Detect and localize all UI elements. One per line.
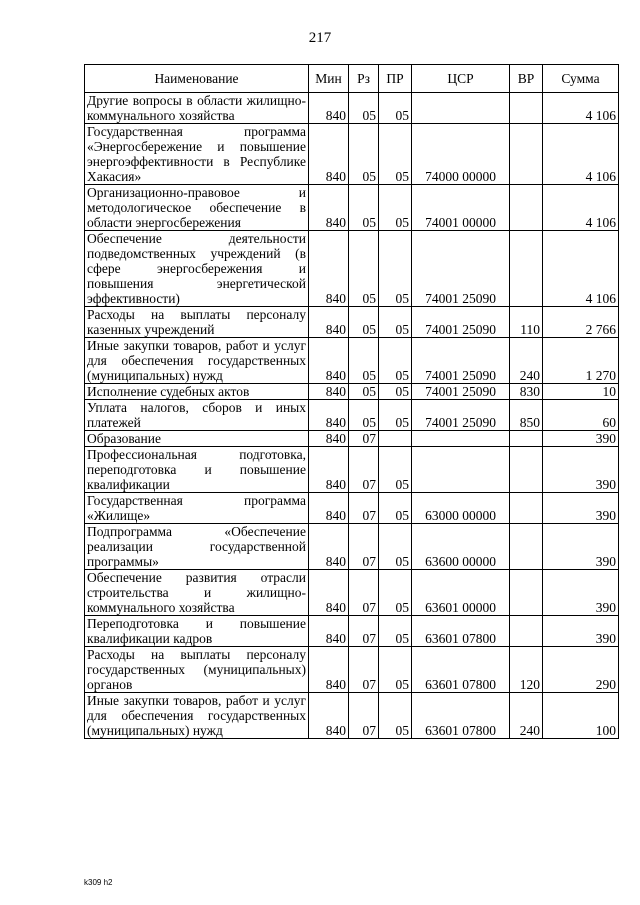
footer-code: k309 h2 [84,878,113,887]
cell-sum: 390 [543,447,619,493]
cell-name: Организационно-правовое и методологическое обеспечение в области энергосбережения [85,185,309,231]
table-body [85,93,619,739]
cell-name: Иные закупки товаров, работ и услуг для обеспечения государственных (муниципальных) нужд [85,338,309,384]
cell-name: Государственная программа «Жилище» [85,493,309,524]
cell-sum: 4 106 [543,93,619,124]
cell-pr: 05 [379,93,412,124]
cell-sum: 390 [543,524,619,570]
cell-pr: 05 [379,693,412,739]
cell-csr: 74001 25090 [412,384,510,400]
cell-vr: 110 [510,307,543,338]
cell-rz: 07 [349,431,379,447]
cell-min: 840 [309,185,349,231]
cell-vr [510,570,543,616]
cell-sum: 2 766 [543,307,619,338]
cell-pr: 05 [379,647,412,693]
table-row [85,93,619,124]
cell-min: 840 [309,124,349,185]
cell-vr [510,124,543,185]
cell-pr: 05 [379,616,412,647]
header-vr: ВР [510,65,543,93]
cell-min: 840 [309,338,349,384]
cell-min: 840 [309,93,349,124]
table-row [85,231,619,307]
cell-pr: 05 [379,400,412,431]
cell-csr: 63601 00000 [412,570,510,616]
cell-name: Переподготовка и повышение квалификации кадров [85,616,309,647]
cell-name: Иные закупки товаров, работ и услуг для обеспечения государственных (муниципальных) нужд [85,693,309,739]
cell-vr [510,431,543,447]
cell-min: 840 [309,647,349,693]
cell-csr: 74001 25090 [412,231,510,307]
header-pr: ПР [379,65,412,93]
header-sum: Сумма [543,65,619,93]
cell-name: Образование [85,431,309,447]
table-row [85,616,619,647]
cell-min: 840 [309,693,349,739]
cell-name: Уплата налогов, сборов и иных платежей [85,400,309,431]
cell-rz: 07 [349,647,379,693]
cell-csr: 63600 00000 [412,524,510,570]
cell-sum: 290 [543,647,619,693]
table-row [85,647,619,693]
cell-name: Расходы на выплаты персоналу государственных (муниципальных) органов [85,647,309,693]
cell-rz: 05 [349,384,379,400]
cell-pr: 05 [379,124,412,185]
cell-sum: 4 106 [543,124,619,185]
cell-sum: 1 270 [543,338,619,384]
cell-csr: 63601 07800 [412,616,510,647]
cell-pr: 05 [379,493,412,524]
cell-pr: 05 [379,231,412,307]
cell-min: 840 [309,384,349,400]
table-row [85,400,619,431]
table-row [85,493,619,524]
table-row [85,124,619,185]
table-row [85,693,619,739]
cell-min: 840 [309,307,349,338]
table-row [85,185,619,231]
table-row [85,524,619,570]
cell-pr: 05 [379,185,412,231]
cell-csr [412,447,510,493]
cell-pr: 05 [379,307,412,338]
cell-csr: 74000 00000 [412,124,510,185]
cell-min: 840 [309,447,349,493]
cell-vr [510,185,543,231]
cell-csr: 74001 00000 [412,185,510,231]
cell-vr [510,447,543,493]
cell-vr [510,231,543,307]
table-row [85,384,619,400]
cell-vr: 850 [510,400,543,431]
cell-rz: 05 [349,93,379,124]
cell-csr [412,431,510,447]
cell-vr [510,524,543,570]
cell-rz: 07 [349,616,379,647]
cell-vr [510,93,543,124]
cell-name: Обеспечение деятельности подведомственных учреждений (в сфере энергосбережения и повышения энергетической эффективности) [85,231,309,307]
cell-rz: 07 [349,524,379,570]
cell-vr [510,616,543,647]
cell-sum: 390 [543,616,619,647]
cell-name: Обеспечение развития отрасли строительства и жилищно-коммунального хозяйства [85,570,309,616]
cell-rz: 05 [349,231,379,307]
cell-name: Подпрограмма «Обеспечение реализации государственной программы» [85,524,309,570]
cell-name: Государственная программа «Энергосбережение и повышение энергоэффективности в Республике Хакасия» [85,124,309,185]
cell-name: Профессиональная подготовка, переподготовка и повышение квалификации [85,447,309,493]
cell-sum: 4 106 [543,231,619,307]
cell-name: Расходы на выплаты персоналу казенных учреждений [85,307,309,338]
header-name: Наименование [85,65,309,93]
cell-csr: 63601 07800 [412,693,510,739]
cell-csr: 74001 25090 [412,307,510,338]
cell-vr: 240 [510,693,543,739]
cell-vr [510,493,543,524]
table-row [85,307,619,338]
cell-rz: 07 [349,693,379,739]
page-number: 217 [308,30,332,46]
cell-pr: 05 [379,338,412,384]
cell-sum: 390 [543,570,619,616]
cell-sum: 390 [543,493,619,524]
cell-rz: 07 [349,447,379,493]
budget-table [84,64,619,739]
cell-min: 840 [309,400,349,431]
cell-min: 840 [309,524,349,570]
cell-csr: 63601 07800 [412,647,510,693]
cell-min: 840 [309,493,349,524]
header-min: Мин [309,65,349,93]
cell-vr: 240 [510,338,543,384]
cell-sum: 4 106 [543,185,619,231]
cell-rz: 07 [349,493,379,524]
cell-rz: 05 [349,400,379,431]
cell-min: 840 [309,231,349,307]
cell-pr: 05 [379,524,412,570]
cell-rz: 05 [349,124,379,185]
cell-csr: 74001 25090 [412,400,510,431]
cell-sum: 10 [543,384,619,400]
cell-min: 840 [309,616,349,647]
cell-rz: 05 [349,338,379,384]
cell-csr [412,93,510,124]
cell-rz: 07 [349,570,379,616]
cell-vr: 830 [510,384,543,400]
cell-sum: 100 [543,693,619,739]
cell-sum: 390 [543,431,619,447]
cell-rz: 05 [349,185,379,231]
cell-pr: 05 [379,447,412,493]
cell-min: 840 [309,570,349,616]
table-row [85,338,619,384]
cell-pr: 05 [379,384,412,400]
cell-sum: 60 [543,400,619,431]
table-header-row [85,65,619,93]
cell-name: Другие вопросы в области жилищно-коммунального хозяйства [85,93,309,124]
header-rz: Рз [349,65,379,93]
cell-csr: 63000 00000 [412,493,510,524]
cell-rz: 05 [349,307,379,338]
table-row [85,431,619,447]
table-row [85,447,619,493]
cell-vr: 120 [510,647,543,693]
cell-csr: 74001 25090 [412,338,510,384]
cell-min: 840 [309,431,349,447]
cell-pr [379,431,412,447]
header-csr: ЦСР [412,65,510,93]
cell-pr: 05 [379,570,412,616]
cell-name: Исполнение судебных актов [85,384,309,400]
table-row [85,570,619,616]
